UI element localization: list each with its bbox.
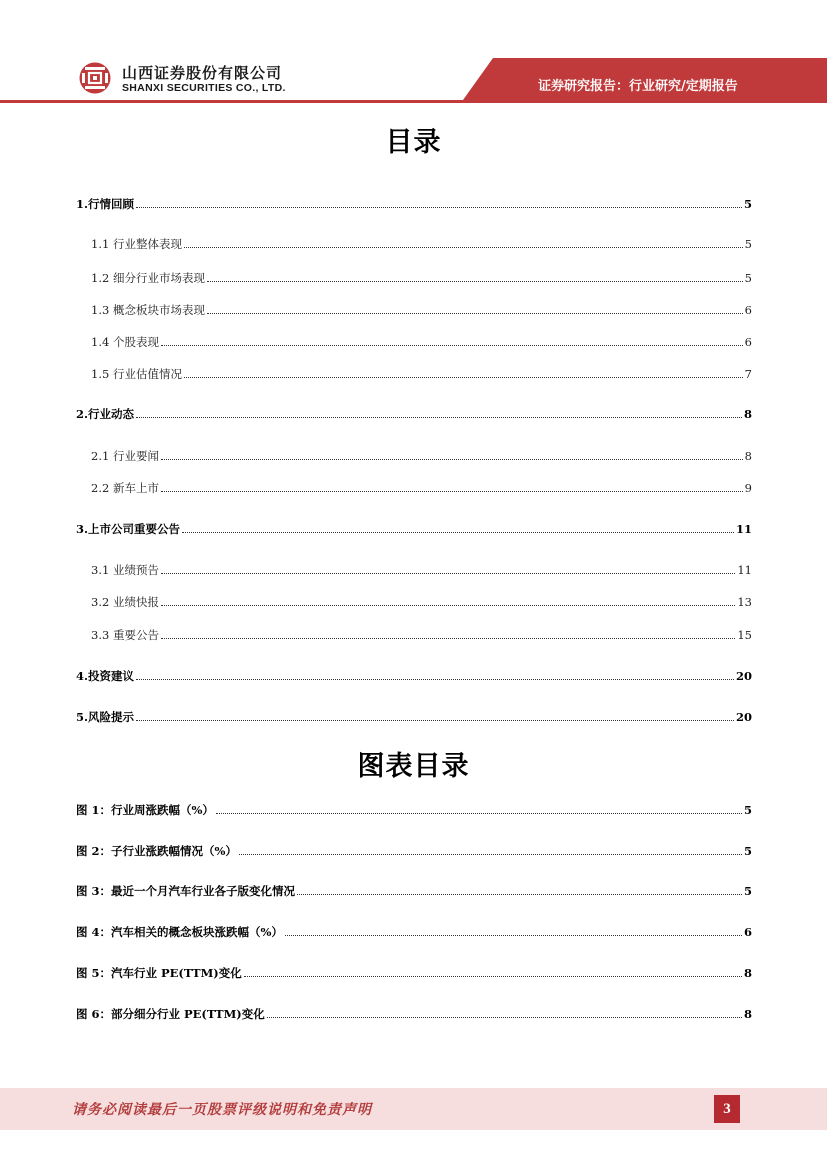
figure-toc-entry[interactable] xyxy=(76,843,752,859)
dot-leader xyxy=(207,280,743,282)
dot-leader xyxy=(161,637,735,639)
toc-entry-label: 2.2 新车上市 xyxy=(91,481,159,495)
toc-entry[interactable] xyxy=(91,627,752,643)
dot-leader xyxy=(239,853,742,855)
figure-entry-page: 8 xyxy=(743,966,752,980)
dot-leader xyxy=(161,344,743,346)
toc-entry-page: 13 xyxy=(737,595,752,609)
dot-leader xyxy=(182,531,734,533)
figure-entry-page: 5 xyxy=(743,803,752,817)
toc-entry-page: 9 xyxy=(744,481,752,495)
toc-entry-page: 20 xyxy=(735,669,752,683)
toc-entry[interactable] xyxy=(76,406,752,422)
dot-leader xyxy=(136,416,742,418)
dot-leader xyxy=(161,572,735,574)
figure-toc-title: 图表目录 xyxy=(357,751,470,782)
toc-title: 目录 xyxy=(385,127,442,158)
toc-entry-page: 6 xyxy=(744,303,752,317)
dot-leader xyxy=(285,934,742,936)
figure-entry-page: 6 xyxy=(743,925,752,939)
figure-toc-entry[interactable] xyxy=(76,883,752,899)
figure-entry-label: 图 3：最近一个月汽车行业各子版变化情况 xyxy=(76,884,296,898)
toc-entry[interactable] xyxy=(91,562,752,578)
dot-leader xyxy=(161,604,735,606)
page-header xyxy=(0,0,827,110)
toc-entry-label: 3.2 业绩快报 xyxy=(91,595,159,609)
toc-entry-page: 6 xyxy=(744,335,752,349)
figure-entry-label: 图 6：部分细分行业 PE(TTM)变化 xyxy=(76,1007,265,1021)
figure-entry-page: 8 xyxy=(743,1007,752,1021)
toc-entry-label: 1.4 个股表现 xyxy=(91,335,159,349)
figure-toc-entry[interactable] xyxy=(76,802,752,818)
toc-entry[interactable] xyxy=(91,366,752,382)
figure-toc-entry[interactable] xyxy=(76,924,752,940)
toc-entry-label: 1.1 行业整体表现 xyxy=(91,237,182,251)
dot-leader xyxy=(244,975,742,977)
toc-entry-page: 7 xyxy=(744,367,752,381)
company-name-en: SHANXI SECURITIES CO., LTD. xyxy=(122,82,286,94)
toc-entry-page: 8 xyxy=(744,449,752,463)
dot-leader xyxy=(184,376,743,378)
toc-entry-label: 5.风险提示 xyxy=(76,710,135,724)
figure-entry-label: 图 2：子行业涨跌幅情况（%） xyxy=(76,844,237,858)
toc-entry-label: 2.行业动态 xyxy=(76,407,135,421)
figure-entry-page: 5 xyxy=(743,884,752,898)
toc-entry-page: 5 xyxy=(743,197,752,211)
toc-entry[interactable] xyxy=(76,196,752,212)
toc-entry-label: 1.行情回顾 xyxy=(76,197,135,211)
toc-entry-page: 15 xyxy=(737,628,752,642)
dot-leader xyxy=(216,812,742,814)
figure-entry-label: 图 1：行业周涨跌幅（%） xyxy=(76,803,214,817)
dot-leader xyxy=(161,490,743,492)
toc-entry[interactable] xyxy=(91,334,752,350)
toc-entry-page: 5 xyxy=(744,237,752,251)
dot-leader xyxy=(161,458,743,460)
figure-entry-page: 5 xyxy=(743,844,752,858)
toc-entry[interactable] xyxy=(91,448,752,464)
report-type-label: 证券研究报告：行业研究/定期报告 xyxy=(538,79,738,94)
toc-entry-label: 3.3 重要公告 xyxy=(91,628,159,642)
figure-toc-entry[interactable] xyxy=(76,1006,752,1022)
toc-entry[interactable] xyxy=(76,521,752,537)
toc-entry-label: 1.2 细分行业市场表现 xyxy=(91,271,205,285)
toc-entry-page: 11 xyxy=(737,563,752,577)
dot-leader xyxy=(207,312,743,314)
toc-entry-page: 20 xyxy=(735,710,752,724)
dot-leader xyxy=(267,1016,742,1018)
company-name-cn: 山西证券股份有限公司 xyxy=(122,64,283,82)
toc-entry-label: 2.1 行业要闻 xyxy=(91,449,159,463)
company-logo-icon xyxy=(78,61,112,95)
toc-entry[interactable] xyxy=(76,709,752,725)
toc-entry[interactable] xyxy=(91,302,752,318)
dot-leader xyxy=(136,719,734,721)
toc-entry-label: 1.3 概念板块市场表现 xyxy=(91,303,205,317)
figure-entry-label: 图 4：汽车相关的概念板块涨跌幅（%） xyxy=(76,925,283,939)
toc-entry[interactable] xyxy=(91,480,752,496)
figure-entry-label: 图 5：汽车行业 PE(TTM)变化 xyxy=(76,966,242,980)
toc-entry-label: 4.投资建议 xyxy=(76,669,135,683)
dot-leader xyxy=(136,678,734,680)
toc-entry-label: 3.上市公司重要公告 xyxy=(76,522,181,536)
dot-leader xyxy=(184,246,743,248)
disclaimer-text: 请务必阅读最后一页股票评级说明和免责声明 xyxy=(72,1102,372,1118)
toc-entry[interactable] xyxy=(91,270,752,286)
dot-leader xyxy=(136,206,742,208)
toc-entry-label: 1.5 行业估值情况 xyxy=(91,367,182,381)
toc-entry-page: 8 xyxy=(743,407,752,421)
dot-leader xyxy=(297,893,742,895)
toc-entry[interactable] xyxy=(91,236,752,252)
toc-entry-page: 5 xyxy=(744,271,752,285)
page-number: 3 xyxy=(714,1095,740,1123)
toc-entry[interactable] xyxy=(76,668,752,684)
toc-entry-label: 3.1 业绩预告 xyxy=(91,563,159,577)
figure-toc-entry[interactable] xyxy=(76,965,752,981)
toc-entry-page: 11 xyxy=(735,522,752,536)
toc-entry[interactable] xyxy=(91,594,752,610)
